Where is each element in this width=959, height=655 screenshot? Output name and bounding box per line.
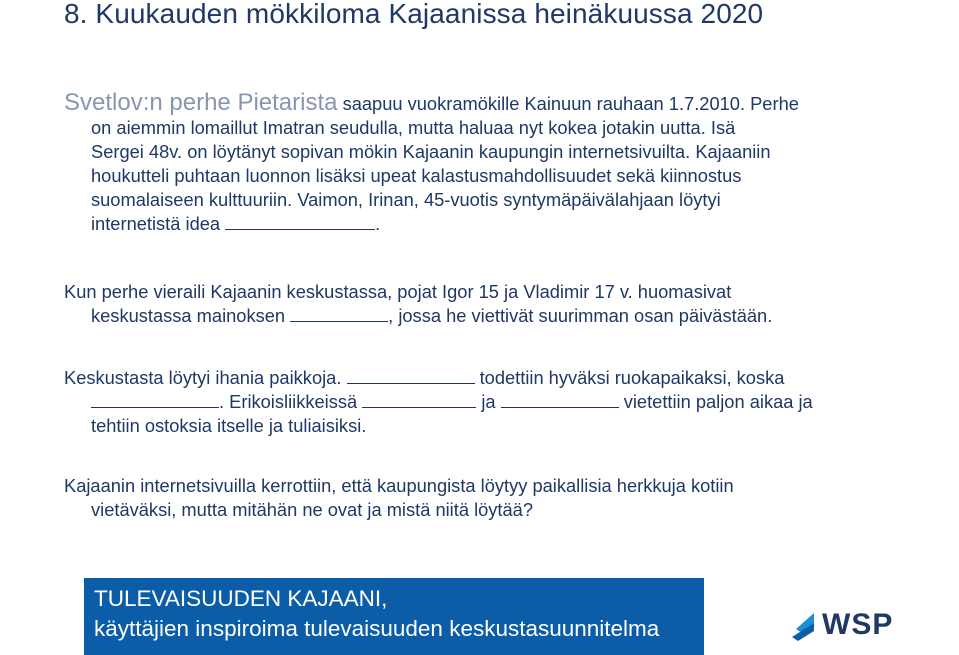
logo-text: WSP: [822, 608, 894, 641]
page-title: 8. Kuukauden mökkiloma Kajaanissa heinäkuussa 2020: [64, 0, 764, 29]
paragraph-places: Keskustasta löytyi ihania paikkoja. todettiin hyväksi ruokapaikaksi, koska . Erikoisliikkeissä ja vietettiin paljon aikaa ja tehtiin ostoksia itselle ja tuliaisiksi.: [64, 367, 813, 436]
blank-field[interactable]: [362, 391, 476, 408]
paragraph-local-delicacies: Kajaanin internetsivuilla kerrottiin, että kaupungista löytyy paikallisia herkkuja kotiin vietäväksi, mutta mitähän ne ovat ja mistä niitä löytää?: [64, 475, 734, 520]
wsp-logo: [788, 606, 893, 644]
wsp-mark-icon: [788, 607, 818, 643]
banner-line-1: TULEVAISUUDEN KAJAANI,: [94, 586, 388, 611]
paragraph-city-visit: Kun perhe vieraili Kajaanin keskustassa, pojat Igor 15 ja Vladimir 17 v. huomasivat keskustassa mainoksen , jossa he viettivät suurimman osan päivästään.: [64, 281, 773, 326]
family-name-lead: Svetlov:n perhe Pietarista: [64, 89, 338, 116]
blank-field[interactable]: [225, 213, 375, 230]
banner-line-2: käyttäjien inspiroima tulevaisuuden keskustasuunnitelma: [94, 616, 660, 641]
blank-field[interactable]: [347, 367, 475, 384]
paragraph-intro: Svetlov:n perhe Pietarista saapuu vuokramökille Kainuun rauhaan 1.7.2010. Perhe on aiemmin lomaillut Imatran seudulla, mutta haluaa nyt kokea jotakin uutta. Isä Sergei 48v. on löytänyt sopivan mökin Kajaanin kaupungin internetsivuilta. Kajaaniin houkutteli puhtaan luonnon lisäksi upeat kalastusmahdollisuudet sekä kiinnostus suomalaiseen kulttuuriin. Vaimon, Irinan, 45-vuotis syntymäpäivälahjaan löytyi internetistä idea .: [64, 89, 799, 234]
footer-banner: [84, 578, 704, 655]
blank-field[interactable]: [91, 391, 219, 408]
blank-field[interactable]: [501, 391, 619, 408]
blank-field[interactable]: [290, 305, 388, 322]
